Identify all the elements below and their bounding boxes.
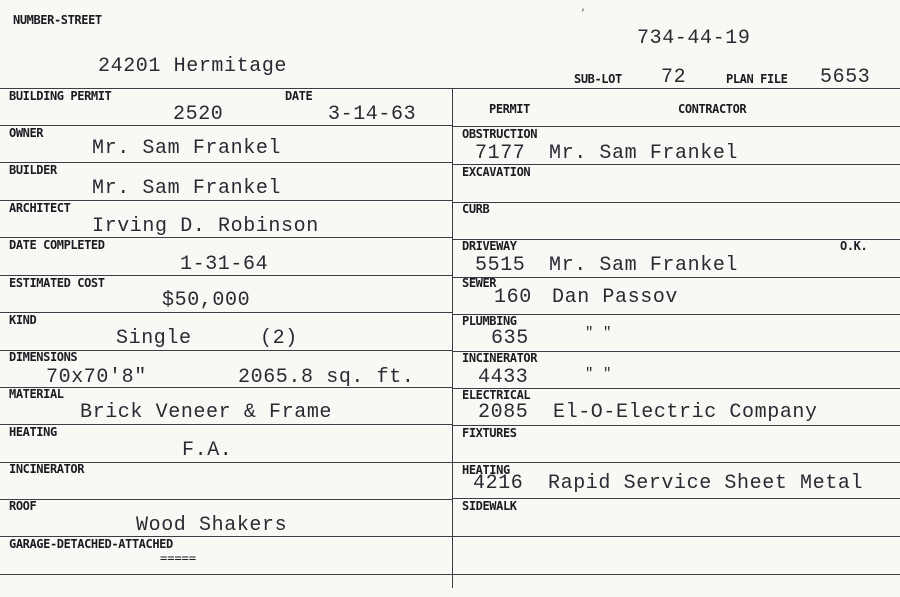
incinerator-permit-label: INCINERATOR	[462, 351, 538, 365]
curb-label: CURB	[462, 202, 490, 216]
fixtures-label: FIXTURES	[462, 426, 517, 440]
obstruction-label: OBSTRUCTION	[462, 127, 538, 141]
kind-count: (2)	[260, 327, 298, 350]
building-permit-value: 2520	[173, 103, 224, 126]
sidewalk-label: SIDEWALK	[462, 499, 517, 513]
builder-value: Mr. Sam Frankel	[92, 177, 282, 200]
rule-left-9	[0, 424, 452, 425]
rule-right-5	[452, 277, 900, 278]
sewer-permit: 160	[494, 286, 532, 309]
date-completed-label: DATE COMPLETED	[9, 238, 105, 252]
sewer-contractor: Dan Passov	[552, 286, 679, 309]
heating-contractor: Rapid Service Sheet Metal	[548, 472, 864, 495]
garage-label: GARAGE-DETACHED-ATTACHED	[9, 537, 173, 551]
rule-right-6	[452, 314, 900, 315]
architect-value: Irving D. Robinson	[92, 215, 319, 238]
rule-right-4	[452, 239, 900, 240]
plan-file-value: 5653	[820, 66, 871, 89]
rule-right-10	[452, 462, 900, 463]
builder-label: BUILDER	[9, 163, 57, 177]
heating-permit-label: HEATING	[462, 463, 510, 477]
plumbing-contractor: " "	[585, 325, 613, 341]
rule-right-3	[452, 202, 900, 203]
date-label: DATE	[285, 89, 313, 103]
rule-right-12	[452, 536, 900, 537]
plumbing-label: PLUMBING	[462, 314, 517, 328]
rule-header	[0, 88, 900, 89]
center-divider	[452, 88, 453, 588]
rule-right-11	[452, 498, 900, 499]
roof-value: Wood Shakers	[136, 514, 288, 537]
heating-label: HEATING	[9, 425, 57, 439]
rule-right-9	[452, 425, 900, 426]
sublot-label: SUB-LOT	[574, 72, 622, 86]
rule-left-6	[0, 312, 452, 313]
estimated-cost-label: ESTIMATED COST	[9, 276, 105, 290]
architect-label: ARCHITECT	[9, 201, 71, 215]
roof-label: ROOF	[9, 499, 37, 513]
estimated-cost-value: $50,000	[162, 289, 251, 312]
heating-permit: 4216	[473, 472, 524, 495]
plumbing-permit: 635	[491, 327, 529, 350]
electrical-permit: 2085	[478, 401, 529, 424]
dimensions-value: 70x70'8"	[46, 366, 147, 389]
sublot-value: 72	[661, 66, 687, 89]
garage-value: =====	[160, 551, 197, 565]
incinerator-permit: 4433	[478, 366, 529, 389]
rule-left-13	[0, 574, 452, 575]
area-value: 2065.8 sq. ft.	[238, 366, 415, 389]
driveway-label: DRIVEWAY	[462, 239, 517, 253]
obstruction-permit: 7177	[475, 142, 526, 165]
driveway-permit: 5515	[475, 254, 526, 277]
stray-mark: ,	[580, 2, 587, 13]
material-value: Brick Veneer & Frame	[80, 401, 333, 424]
card-number: 734-44-19	[637, 27, 751, 50]
contractor-column-header: CONTRACTOR	[678, 102, 747, 116]
plan-file-label: PLAN FILE	[726, 72, 788, 86]
date-value: 3-14-63	[328, 103, 417, 126]
building-permit-label: BUILDING PERMIT	[9, 89, 112, 103]
owner-label: OWNER	[9, 126, 44, 140]
owner-value: Mr. Sam Frankel	[92, 137, 282, 160]
electrical-contractor: El-O-Electric Company	[553, 401, 818, 424]
number-street-label: NUMBER-STREET	[13, 13, 102, 27]
sewer-label: SEWER	[462, 276, 497, 290]
kind-value: Single	[116, 327, 192, 350]
driveway-contractor: Mr. Sam Frankel	[549, 254, 739, 277]
number-street-value: 24201 Hermitage	[98, 55, 288, 78]
rule-left-11	[0, 499, 452, 500]
incinerator-contractor: " "	[585, 366, 613, 382]
rule-left-2	[0, 162, 452, 163]
date-completed-value: 1-31-64	[180, 253, 269, 276]
excavation-label: EXCAVATION	[462, 165, 531, 179]
heating-value: F.A.	[182, 439, 233, 462]
electrical-label: ELECTRICAL	[462, 388, 531, 402]
dimensions-label: DIMENSIONS	[9, 350, 78, 364]
incinerator-label: INCINERATOR	[9, 462, 85, 476]
permit-column-header: PERMIT	[489, 102, 530, 116]
kind-label: KIND	[9, 313, 37, 327]
obstruction-contractor: Mr. Sam Frankel	[549, 142, 739, 165]
material-label: MATERIAL	[9, 387, 64, 401]
driveway-ok: O.K.	[840, 239, 868, 253]
rule-right-13	[452, 574, 900, 575]
